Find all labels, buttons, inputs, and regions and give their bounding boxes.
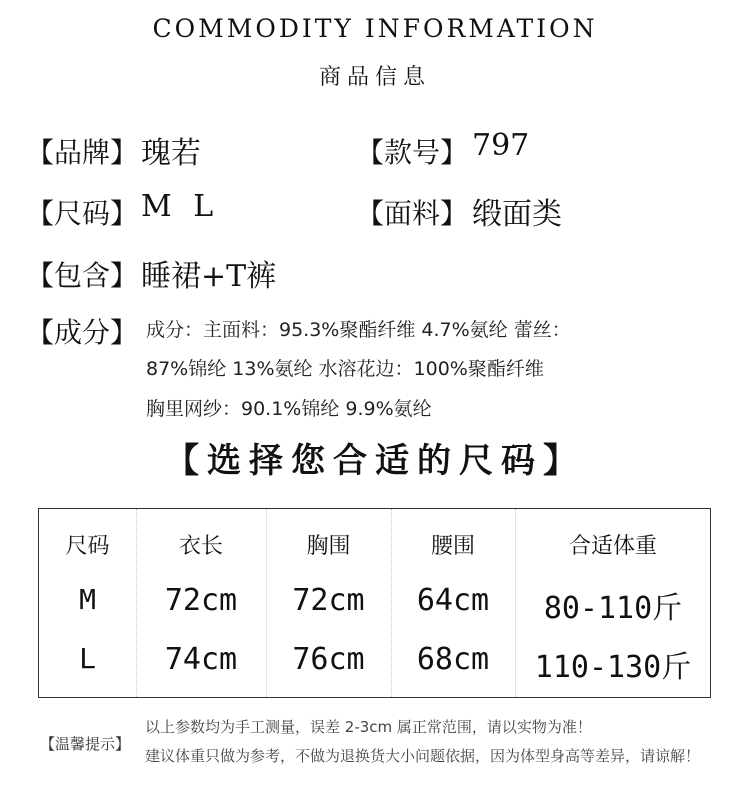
composition-line-1: 成分：主面料：95.3%聚酯纤维 4.7%氨纶 蕾丝： xyxy=(146,319,571,341)
table-cell-waist-m: 64cm xyxy=(416,583,490,618)
table-cell-weight-m: 80-110斤 xyxy=(543,591,683,626)
model-value: 797 xyxy=(472,128,530,163)
composition-label: 【成分】 xyxy=(26,316,139,349)
composition-line-3: 胸里网纱：90.1%锦纶 9.9%氨纶 xyxy=(146,398,432,420)
table-header-size: 尺码 xyxy=(65,534,110,559)
header-title-cn: 商品信息 xyxy=(318,65,431,90)
size-table xyxy=(38,508,711,698)
fabric-label: 【面料】 xyxy=(356,197,469,230)
brand-value: 瑰若 xyxy=(141,136,201,171)
brand-label: 【品牌】 xyxy=(26,136,139,169)
size-label: 【尺码】 xyxy=(26,197,139,230)
tip-line-2: 建议体重只做为参考，不做为退换货大小问题依据，因为体型身高等差异，请谅解！ xyxy=(145,747,701,765)
includes-label: 【包含】 xyxy=(26,259,139,292)
includes-value: 睡裙+T裤 xyxy=(141,259,277,294)
table-cell-length-l: 74cm xyxy=(164,642,238,677)
composition-line-2: 87%锦纶 13%氨纶 水溶花边：100%聚酯纤维 xyxy=(146,358,544,380)
table-header-bust: 胸围 xyxy=(306,534,351,559)
size-section-title: 【选择您合适的尺码】 xyxy=(165,441,585,481)
table-cell-size-l: L xyxy=(79,642,96,675)
fabric-value: 缎面类 xyxy=(472,197,562,232)
table-cell-bust-l: 76cm xyxy=(292,642,365,677)
table-cell-bust-m: 72cm xyxy=(292,583,365,618)
size-value: M L xyxy=(141,189,220,224)
table-cell-waist-l: 68cm xyxy=(416,642,490,677)
table-header-length: 衣长 xyxy=(178,534,223,559)
model-label: 【款号】 xyxy=(356,136,469,169)
table-header-waist: 腰围 xyxy=(430,534,475,559)
tip-line-1: 以上参数均为手工测量，误差 2-3cm 属正常范围，请以实物为准！ xyxy=(145,718,592,736)
tips-label: 【温馨提示】 xyxy=(40,735,131,753)
table-cell-weight-l: 110-130斤 xyxy=(534,650,692,685)
table-cell-size-m: M xyxy=(79,583,96,616)
table-header-weight: 合适体重 xyxy=(568,534,657,559)
header-title-en: COMMODITY INFORMATION xyxy=(152,14,598,43)
table-cell-length-m: 72cm xyxy=(164,583,238,618)
